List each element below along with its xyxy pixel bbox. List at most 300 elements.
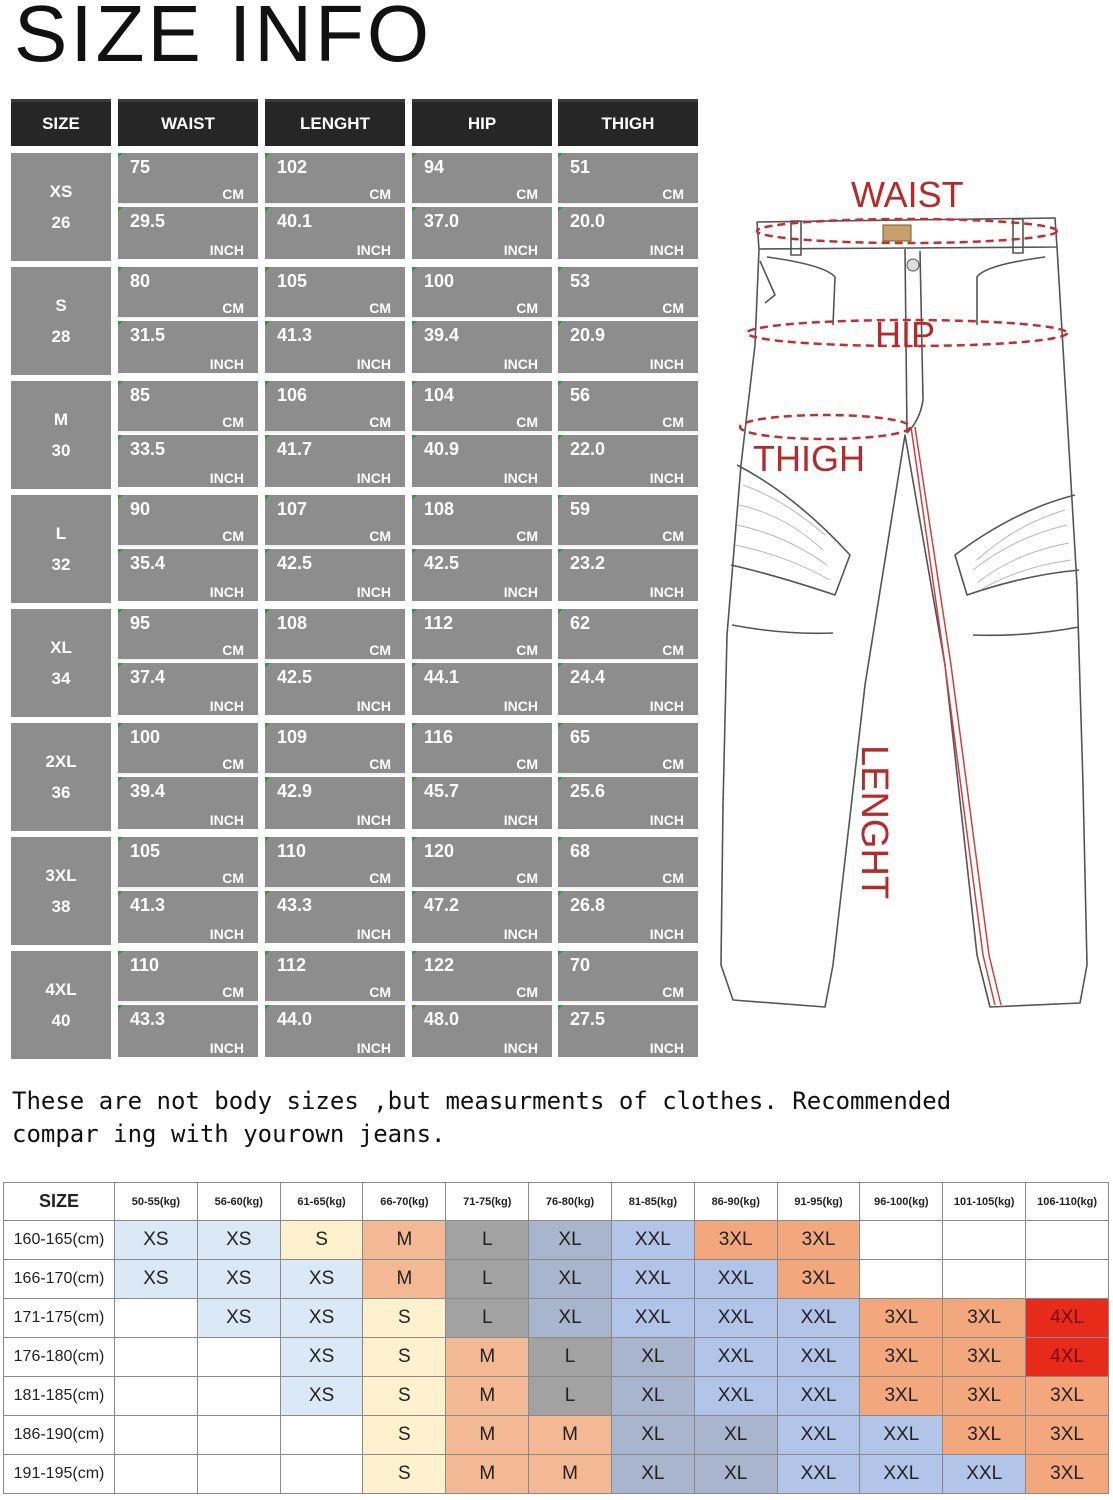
unit-label: CM [369,642,391,658]
recommended-size-cell: 4XL [1026,1338,1109,1377]
measurement-value: 107 [277,499,308,519]
hip-inch-cell [412,891,552,943]
recommended-size-cell: 3XL [1026,1416,1109,1455]
thigh-cm-cell [558,723,698,775]
measurement-value: 22.0 [570,439,606,459]
measurement-value: 42.5 [277,553,313,573]
waist-inch-cell [118,777,258,829]
measurement-value: 41.7 [277,439,313,459]
measurement-value: 108 [424,499,455,519]
unit-label: CM [369,186,391,202]
size-recommendation-table [3,1182,1109,1494]
recommended-size-cell: XXL [694,1338,777,1377]
hip-cm-cell [412,495,552,547]
unit-label: INCH [649,584,684,600]
rec-header-weight: 81-85(kg) [611,1183,694,1221]
recommended-size-cell: XXL [777,1299,860,1338]
recommended-size-cell: XL [529,1260,612,1299]
length-cm-cell [265,609,405,661]
measurement-value: 94 [424,157,445,177]
height-range: 181-185(cm) [4,1377,115,1416]
height-range: 171-175(cm) [4,1299,115,1338]
recommended-size-cell: XS [197,1260,280,1299]
size-number: 28 [51,326,71,346]
length-cm-cell [265,495,405,547]
size-cell-s [11,267,111,375]
measurement-value: 43.3 [130,1009,166,1029]
recommended-size-cell: M [363,1221,446,1260]
height-range: 166-170(cm) [4,1260,115,1299]
rec-header-weight: 66-70(kg) [363,1183,446,1221]
recommended-size-cell: S [363,1377,446,1416]
recommended-size-cell: 3XL [860,1299,943,1338]
thigh-inch-cell [558,549,698,601]
size-letter: 3XL [45,865,77,885]
recommended-size-cell: XXL [860,1455,943,1494]
measurement-value: 68 [570,841,591,861]
size-letter: L [55,523,67,543]
rec-row [4,1455,1109,1494]
waist-cm-cell [118,381,258,433]
measurement-value: 42.5 [277,667,313,687]
recommended-size-cell: S [363,1455,446,1494]
unit-label: CM [369,528,391,544]
unit-label: INCH [209,926,244,942]
thigh-inch-cell [558,1005,698,1057]
size-letter: 2XL [45,751,77,771]
measurement-value: 120 [424,841,455,861]
unit-label: CM [222,756,244,772]
measurement-value: 44.1 [424,667,460,687]
unit-label: CM [662,300,684,316]
recommended-size-cell [115,1338,198,1377]
size-letter: XL [50,637,72,657]
height-range: 191-195(cm) [4,1455,115,1494]
rec-header-weight: 91-95(kg) [777,1183,860,1221]
unit-label: INCH [356,812,391,828]
unit-label: INCH [649,926,684,942]
recommended-size-cell: XL [611,1416,694,1455]
thigh-cm-cell [558,951,698,1003]
unit-label: INCH [356,470,391,486]
unit-label: INCH [356,698,391,714]
measurement-value: 105 [277,271,308,291]
recommended-size-cell: M [446,1338,529,1377]
unit-label: INCH [356,926,391,942]
unit-label: CM [662,642,684,658]
unit-label: INCH [503,584,538,600]
thigh-inch-cell [558,435,698,487]
recommended-size-cell: XXL [777,1338,860,1377]
waist-inch-cell [118,207,258,259]
size-number: 32 [51,554,71,574]
unit-label: INCH [649,1040,684,1056]
measurement-value: 109 [277,727,308,747]
recommended-size-cell: 3XL [943,1377,1026,1416]
unit-label: CM [516,528,538,544]
measurement-value: 122 [424,955,455,975]
length-inch-cell [265,321,405,373]
header-hip: HIP [412,99,552,146]
hip-inch-cell [412,777,552,829]
recommended-size-cell: XXL [694,1299,777,1338]
recommended-size-cell: M [446,1416,529,1455]
unit-label: CM [222,414,244,430]
measurement-value: 100 [130,727,161,747]
page-title: SIZE INFO [14,0,433,78]
unit-label: CM [222,186,244,202]
recommended-size-cell [1026,1260,1109,1299]
waist-inch-cell [118,435,258,487]
unit-label: CM [222,984,244,1000]
measurement-value: 108 [277,613,308,633]
rec-header-weight: 101-105(kg) [943,1183,1026,1221]
recommended-size-cell: XXL [694,1377,777,1416]
measurement-value: 45.7 [424,781,460,801]
size-letter: 4XL [45,979,77,999]
unit-label: CM [516,186,538,202]
length-cm-cell [265,153,405,205]
rec-header-size: SIZE [4,1183,115,1221]
measurement-value: 39.4 [424,325,460,345]
thigh-cm-cell [558,495,698,547]
size-cell-2xl [11,723,111,831]
unit-label: CM [662,186,684,202]
recommended-size-cell: S [363,1416,446,1455]
recommended-size-cell: 3XL [860,1377,943,1416]
waist-inch-cell [118,549,258,601]
measurement-note: These are not body sizes ,but measurments of clothes. Recommended compar ing with yourown jeans. [12,1087,952,1148]
hip-inch-cell [412,1005,552,1057]
measurement-value: 112 [424,613,454,633]
rec-header-weight: 50-55(kg) [115,1183,198,1221]
hip-cm-cell [412,153,552,205]
unit-label: INCH [209,812,244,828]
measurement-value: 42.9 [277,781,313,801]
recommended-size-cell: S [363,1299,446,1338]
measurement-value: 25.6 [570,781,606,801]
recommended-size-cell: XXL [777,1416,860,1455]
measurement-value: 62 [570,613,591,633]
unit-label: CM [369,984,391,1000]
recommended-size-cell: L [529,1377,612,1416]
height-range: 186-190(cm) [4,1416,115,1455]
measurement-value: 105 [130,841,161,861]
measurement-value: 110 [277,841,307,861]
rec-row [4,1299,1109,1338]
recommended-size-cell [197,1338,280,1377]
recommended-size-cell: 3XL [777,1221,860,1260]
size-number: 38 [51,896,71,916]
measurement-value: 33.5 [130,439,166,459]
recommended-size-cell: XS [115,1221,198,1260]
measurement-value: 51 [570,157,591,177]
thigh-inch-cell [558,663,698,715]
measurement-value: 85 [130,385,151,405]
recommended-size-cell [115,1377,198,1416]
size-number: 26 [51,212,71,232]
hip-cm-cell [412,267,552,319]
unit-label: INCH [503,812,538,828]
length-inch-cell [265,549,405,601]
length-inch-cell [265,1005,405,1057]
unit-label: INCH [503,470,538,486]
unit-label: INCH [209,470,244,486]
measurement-value: 47.2 [424,895,460,915]
measurement-value: 26.8 [570,895,606,915]
length-cm-cell [265,951,405,1003]
rec-header-weight: 76-80(kg) [529,1183,612,1221]
size-cell-4xl [11,951,111,1059]
rec-header-weight: 96-100(kg) [860,1183,943,1221]
recommended-size-cell: XS [280,1377,363,1416]
measurement-value: 75 [130,157,151,177]
recommended-size-cell: XXL [611,1299,694,1338]
unit-label: CM [222,870,244,886]
recommended-size-cell: S [280,1221,363,1260]
height-range: 176-180(cm) [4,1338,115,1377]
hip-label: HIP [875,314,936,355]
recommended-size-cell: XS [280,1338,363,1377]
length-cm-cell [265,723,405,775]
measurement-value: 59 [570,499,591,519]
length-cm-cell [265,381,405,433]
hip-cm-cell [412,951,552,1003]
unit-label: CM [662,984,684,1000]
unit-label: CM [516,984,538,1000]
recommended-size-cell [280,1455,363,1494]
rec-row [4,1260,1109,1299]
recommended-size-cell [115,1416,198,1455]
waist-cm-cell [118,951,258,1003]
unit-label: INCH [209,584,244,600]
rec-row [4,1338,1109,1377]
rec-header-weight: 106-110(kg) [1026,1183,1109,1221]
recommended-size-cell: XS [280,1260,363,1299]
recommended-size-cell: M [529,1416,612,1455]
unit-label: INCH [356,242,391,258]
measurement-value: 48.0 [424,1009,460,1029]
thigh-inch-cell [558,777,698,829]
recommended-size-cell [280,1416,363,1455]
recommended-size-cell: L [446,1260,529,1299]
header-size: SIZE [11,99,111,146]
unit-label: CM [662,414,684,430]
size-letter: M [53,409,69,429]
hip-cm-cell [412,837,552,889]
recommended-size-cell [860,1221,943,1260]
rec-header-weight: 71-75(kg) [446,1183,529,1221]
length-cm-cell [265,267,405,319]
waist-inch-cell [118,321,258,373]
recommended-size-cell: M [446,1455,529,1494]
hip-inch-cell [412,549,552,601]
recommended-size-cell: XXL [860,1416,943,1455]
hip-cm-cell [412,381,552,433]
height-range: 160-165(cm) [4,1221,115,1260]
measurement-value: 35.4 [130,553,166,573]
recommended-size-cell: 3XL [943,1299,1026,1338]
size-number: 30 [51,440,71,460]
size-letter: XS [49,181,73,201]
unit-label: CM [662,870,684,886]
recommended-size-cell [197,1416,280,1455]
hip-inch-cell [412,321,552,373]
recommended-size-cell: M [363,1260,446,1299]
unit-label: CM [369,300,391,316]
measurement-value: 65 [570,727,591,747]
recommended-size-cell: XXL [611,1260,694,1299]
measurement-value: 27.5 [570,1009,606,1029]
recommended-size-cell: XS [197,1221,280,1260]
hip-inch-cell [412,663,552,715]
size-cell-xl [11,609,111,717]
waist-cm-cell [118,153,258,205]
unit-label: INCH [209,356,244,372]
waist-inch-cell [118,663,258,715]
thigh-inch-cell [558,891,698,943]
unit-label: INCH [503,242,538,258]
recommended-size-cell: XL [529,1299,612,1338]
measurement-value: 20.0 [570,211,606,231]
recommended-size-cell: M [446,1377,529,1416]
size-cell-3xl [11,837,111,945]
thigh-inch-cell [558,207,698,259]
recommended-size-cell: XL [611,1338,694,1377]
thigh-cm-cell [558,153,698,205]
thigh-cm-cell [558,609,698,661]
recommended-size-cell: L [529,1338,612,1377]
measurement-value: 110 [130,955,160,975]
measurement-value: 56 [570,385,591,405]
measurement-value: 23.2 [570,553,606,573]
recommended-size-cell: 3XL [777,1260,860,1299]
unit-label: INCH [503,698,538,714]
recommended-size-cell: 3XL [694,1221,777,1260]
measurement-value: 100 [424,271,455,291]
rec-header-weight: 86-90(kg) [694,1183,777,1221]
measurement-value: 29.5 [130,211,166,231]
waist-inch-cell [118,891,258,943]
recommended-size-cell: M [529,1455,612,1494]
measurement-value: 40.9 [424,439,460,459]
recommended-size-cell [1026,1221,1109,1260]
measurement-value: 104 [424,385,455,405]
unit-label: INCH [649,470,684,486]
rec-row [4,1416,1109,1455]
thigh-cm-cell [558,267,698,319]
measurement-value: 90 [130,499,151,519]
unit-label: CM [516,756,538,772]
measurement-value: 80 [130,271,151,291]
recommended-size-cell: XS [115,1260,198,1299]
recommended-size-cell [197,1455,280,1494]
recommended-size-cell: XXL [694,1260,777,1299]
size-number: 34 [51,668,71,688]
unit-label: INCH [649,812,684,828]
jeans-diagram [715,165,1110,1015]
waist-inch-cell [118,1005,258,1057]
recommended-size-cell: XXL [777,1455,860,1494]
measurement-value: 102 [277,157,308,177]
recommended-size-cell: XL [611,1377,694,1416]
jeans-illustration [715,165,1110,1015]
unit-label: CM [369,756,391,772]
length-cm-cell [265,837,405,889]
recommended-size-cell [943,1221,1026,1260]
measurement-value: 106 [277,385,308,405]
unit-label: INCH [356,356,391,372]
recommended-size-cell: XL [694,1455,777,1494]
measurement-value: 40.1 [277,211,313,231]
recommended-size-cell [115,1455,198,1494]
hip-inch-cell [412,207,552,259]
recommended-size-cell: L [446,1221,529,1260]
header-length: LENGHT [265,99,405,146]
recommended-size-cell [860,1260,943,1299]
unit-label: INCH [503,1040,538,1056]
recommended-size-cell: 3XL [1026,1455,1109,1494]
length-inch-cell [265,435,405,487]
recommended-size-cell: XL [611,1455,694,1494]
recommended-size-cell: XXL [777,1377,860,1416]
measurement-value: 42.5 [424,553,460,573]
unit-label: CM [516,300,538,316]
recommended-size-cell: L [446,1299,529,1338]
recommended-size-cell: XL [529,1221,612,1260]
unit-label: CM [662,528,684,544]
measurement-value: 37.4 [130,667,166,687]
unit-label: CM [662,756,684,772]
measurement-value: 20.9 [570,325,606,345]
waist-cm-cell [118,267,258,319]
rec-header-weight: 56-60(kg) [197,1183,280,1221]
unit-label: INCH [209,1040,244,1056]
recommended-size-cell: XS [197,1299,280,1338]
thigh-label: THIGH [753,438,865,479]
recommended-size-cell: 3XL [1026,1377,1109,1416]
hip-cm-cell [412,723,552,775]
recommended-size-cell: 3XL [943,1338,1026,1377]
measurement-value: 116 [424,727,454,747]
thigh-inch-cell [558,321,698,373]
hip-cm-cell [412,609,552,661]
recommended-size-cell [197,1377,280,1416]
recommended-size-cell: XL [694,1416,777,1455]
unit-label: INCH [649,356,684,372]
waist-cm-cell [118,609,258,661]
size-number: 36 [51,782,71,802]
thigh-cm-cell [558,381,698,433]
waist-cm-cell [118,723,258,775]
unit-label: INCH [503,926,538,942]
measurement-value: 112 [277,955,307,975]
unit-label: INCH [209,698,244,714]
unit-label: INCH [356,1040,391,1056]
measurement-value: 24.4 [570,667,606,687]
recommended-size-cell: XXL [611,1221,694,1260]
rec-row [4,1377,1109,1416]
recommended-size-cell: 3XL [860,1338,943,1377]
length-inch-cell [265,777,405,829]
waist-label: WAIST [851,174,964,215]
measurement-value: 39.4 [130,781,166,801]
header-waist: WAIST [118,99,258,146]
measurement-value: 41.3 [277,325,313,345]
unit-label: INCH [649,242,684,258]
unit-label: CM [516,642,538,658]
unit-label: CM [222,642,244,658]
